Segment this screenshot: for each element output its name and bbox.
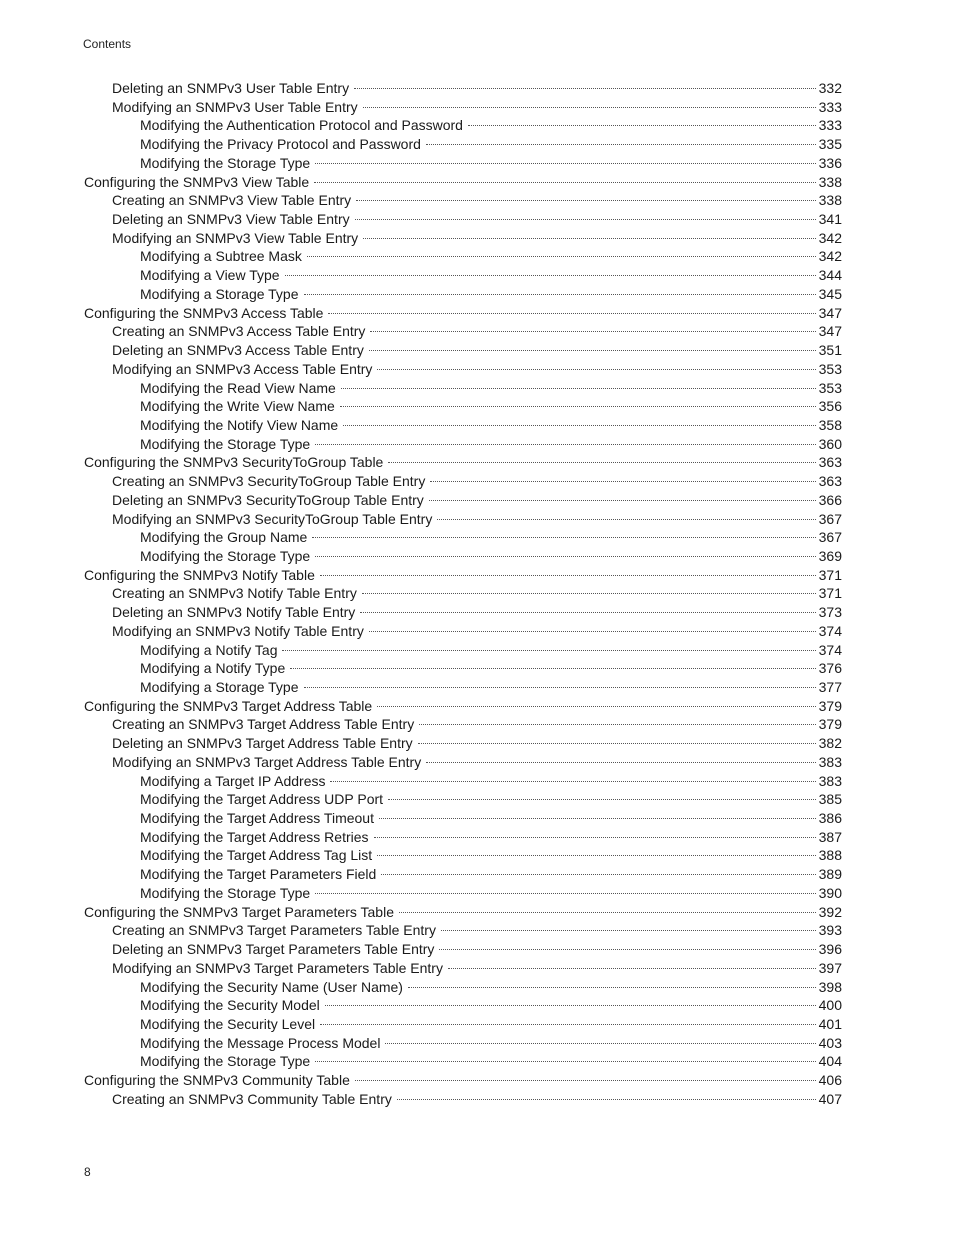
dot-leader xyxy=(355,1080,816,1081)
toc-entry-page: 336 xyxy=(818,154,842,171)
toc-entry-title: Deleting an SNMPv3 Notify Table Entry xyxy=(112,604,356,621)
toc-entry-title: Creating an SNMPv3 View Table Entry xyxy=(112,192,352,209)
toc-entry-page: 389 xyxy=(818,866,842,883)
toc-entry-page: 358 xyxy=(818,416,842,433)
toc-entry[interactable] xyxy=(84,341,842,360)
toc-entry[interactable] xyxy=(84,884,842,903)
dot-leader xyxy=(312,537,815,538)
toc-entry-page: 390 xyxy=(818,884,842,901)
dot-leader xyxy=(363,238,815,239)
toc-entry-page: 342 xyxy=(818,248,842,265)
toc-entry-title: Creating an SNMPv3 SecurityToGroup Table Entry xyxy=(112,473,426,490)
toc-entry-title: Modifying the Privacy Protocol and Password xyxy=(140,136,421,153)
toc-entry-page: 407 xyxy=(818,1090,842,1107)
dot-leader xyxy=(362,593,816,594)
toc-entry-title: Modifying the Target Address Tag List xyxy=(140,847,373,864)
toc-entry-page: 376 xyxy=(818,660,842,677)
toc-entry-title: Modifying the Security Level xyxy=(140,1015,316,1032)
toc-entry[interactable] xyxy=(84,247,842,266)
dot-leader xyxy=(377,706,815,707)
toc-entry[interactable] xyxy=(84,584,842,603)
toc-entry[interactable] xyxy=(84,397,842,416)
toc-entry-title: Configuring the SNMPv3 Access Table xyxy=(84,304,324,321)
toc-entry[interactable] xyxy=(84,472,842,491)
dot-leader xyxy=(304,294,816,295)
toc-entry[interactable] xyxy=(84,865,842,884)
toc-entry-page: 383 xyxy=(818,772,842,789)
toc-entry-page: 401 xyxy=(818,1015,842,1032)
toc-entry[interactable] xyxy=(84,528,842,547)
toc-entry-title: Modifying the Target Address Retries xyxy=(140,828,369,845)
dot-leader xyxy=(429,500,816,501)
toc-entry[interactable] xyxy=(84,734,842,753)
toc-entry-page: 385 xyxy=(818,791,842,808)
toc-entry-title: Configuring the SNMPv3 View Table xyxy=(84,173,310,190)
toc-entry-title: Configuring the SNMPv3 Notify Table xyxy=(84,566,315,583)
toc-entry-title: Configuring the SNMPv3 Target Address Table xyxy=(84,697,373,714)
toc-entry-title: Modifying the Read View Name xyxy=(140,379,336,396)
dot-leader xyxy=(360,612,815,613)
toc-entry-page: 347 xyxy=(818,323,842,340)
toc-entry-page: 387 xyxy=(818,828,842,845)
toc-entry-page: 386 xyxy=(818,810,842,827)
dot-leader xyxy=(419,724,815,725)
toc-entry-title: Modifying an SNMPv3 User Table Entry xyxy=(112,98,358,115)
toc-entry-page: 379 xyxy=(818,716,842,733)
toc-entry-page: 377 xyxy=(818,679,842,695)
toc-entry[interactable] xyxy=(84,360,842,379)
dot-leader xyxy=(315,893,815,894)
toc-entry[interactable] xyxy=(84,622,842,641)
toc-entry[interactable] xyxy=(84,135,842,154)
toc-entry-title: Deleting an SNMPv3 Target Parameters Table Entry xyxy=(112,941,435,958)
toc-entry-page: 353 xyxy=(818,379,842,396)
table-of-contents xyxy=(84,79,842,1109)
dot-leader xyxy=(437,519,815,520)
toc-entry-page: 333 xyxy=(818,117,842,134)
toc-entry-page: 344 xyxy=(818,267,842,284)
dot-leader xyxy=(315,444,815,445)
toc-entry-title: Configuring the SNMPv3 Community Table xyxy=(84,1072,350,1089)
toc-entry[interactable] xyxy=(84,453,842,472)
dot-leader xyxy=(418,743,816,744)
toc-entry-title: Modifying the Storage Type xyxy=(140,884,311,901)
toc-entry-page: 383 xyxy=(818,753,842,770)
dot-leader xyxy=(282,650,815,651)
toc-entry[interactable] xyxy=(84,1071,842,1090)
dot-leader xyxy=(374,837,816,838)
dot-leader xyxy=(408,987,816,988)
toc-entry-title: Creating an SNMPv3 Target Address Table Entry xyxy=(112,716,415,733)
toc-entry[interactable] xyxy=(84,304,842,323)
toc-entry-title: Deleting an SNMPv3 Access Table Entry xyxy=(112,342,364,359)
toc-entry[interactable] xyxy=(84,173,842,192)
toc-entry[interactable] xyxy=(84,191,842,210)
toc-entry-page: 367 xyxy=(818,510,842,527)
toc-entry[interactable] xyxy=(84,98,842,117)
toc-entry-title: Configuring the SNMPv3 Target Parameters Table xyxy=(84,903,394,920)
toc-entry[interactable] xyxy=(84,547,842,566)
dot-leader xyxy=(285,275,816,276)
toc-entry-title: Modifying the Write View Name xyxy=(140,398,335,415)
dot-leader xyxy=(381,874,815,875)
toc-entry[interactable] xyxy=(84,641,842,660)
toc-entry[interactable] xyxy=(84,603,842,622)
toc-entry[interactable] xyxy=(84,285,842,304)
toc-entry-title: Configuring the SNMPv3 SecurityToGroup Table xyxy=(84,454,384,471)
toc-entry-title: Modifying a Notify Type xyxy=(140,660,286,677)
toc-entry-title: Modifying an SNMPv3 Target Address Table Entry xyxy=(112,753,422,770)
toc-entry[interactable] xyxy=(84,959,842,978)
toc-entry-page: 363 xyxy=(818,473,842,490)
toc-entry-page: 371 xyxy=(818,566,842,583)
dot-leader xyxy=(379,818,816,819)
toc-entry-title: Modifying the Storage Type xyxy=(140,435,311,452)
toc-entry-title: Modifying the Security Model xyxy=(140,997,320,1014)
toc-entry-title: Modifying the Authentication Protocol and Password xyxy=(140,117,463,134)
dot-leader xyxy=(441,930,816,931)
toc-entry-title: Modifying the Notify View Name xyxy=(140,416,339,433)
dot-leader xyxy=(290,668,815,669)
toc-entry[interactable] xyxy=(84,416,842,435)
toc-entry-page: 369 xyxy=(818,547,842,564)
toc-entry[interactable] xyxy=(84,978,842,997)
dot-leader xyxy=(430,481,815,482)
toc-entry[interactable] xyxy=(84,210,842,229)
toc-entry-page: 347 xyxy=(818,304,842,321)
toc-entry[interactable] xyxy=(84,828,842,847)
toc-entry-page: 388 xyxy=(818,847,842,864)
toc-entry-page: 374 xyxy=(818,641,842,658)
dot-leader xyxy=(315,1061,815,1062)
toc-entry-page: 333 xyxy=(818,98,842,115)
toc-entry-page: 400 xyxy=(818,997,842,1014)
dot-leader xyxy=(314,182,815,183)
toc-entry-title: Creating an SNMPv3 Target Parameters Table Entry xyxy=(112,922,436,939)
toc-entry-title: Creating an SNMPv3 Community Table Entry xyxy=(112,1090,392,1107)
dot-leader xyxy=(355,219,816,220)
toc-entry-page: 397 xyxy=(818,959,842,976)
toc-entry-page: 332 xyxy=(818,80,842,96)
toc-entry[interactable] xyxy=(84,229,842,248)
toc-entry-page: 363 xyxy=(818,454,842,471)
toc-entry-page: 356 xyxy=(818,398,842,415)
toc-entry[interactable] xyxy=(84,1090,842,1109)
toc-entry-page: 360 xyxy=(818,435,842,452)
toc-entry[interactable] xyxy=(84,790,842,809)
toc-entry-page: 342 xyxy=(818,229,842,246)
toc-entry-title: Deleting an SNMPv3 View Table Entry xyxy=(112,211,350,228)
dot-leader xyxy=(340,406,816,407)
dot-leader xyxy=(468,125,816,126)
toc-entry[interactable] xyxy=(84,996,842,1015)
toc-entry[interactable] xyxy=(84,753,842,772)
toc-entry-page: 351 xyxy=(818,342,842,359)
dot-leader xyxy=(399,912,816,913)
dot-leader xyxy=(377,855,815,856)
toc-entry[interactable] xyxy=(84,678,842,697)
dot-leader xyxy=(388,462,815,463)
toc-entry-page: 366 xyxy=(818,491,842,508)
toc-entry-title: Modifying a Storage Type xyxy=(140,285,299,302)
dot-leader xyxy=(354,88,816,89)
toc-entry-page: 393 xyxy=(818,922,842,939)
toc-entry-title: Modifying a Notify Tag xyxy=(140,641,278,658)
dot-leader xyxy=(426,144,816,145)
toc-entry-title: Modifying the Target Address UDP Port xyxy=(140,791,384,808)
toc-entry[interactable] xyxy=(84,1034,842,1053)
toc-entry[interactable] xyxy=(84,491,842,510)
toc-entry-title: Modifying an SNMPv3 View Table Entry xyxy=(112,229,359,246)
toc-entry-title: Modifying an SNMPv3 Target Parameters Table Entry xyxy=(112,959,443,976)
dot-leader xyxy=(369,631,816,632)
toc-entry[interactable] xyxy=(84,154,842,173)
toc-entry-title: Modifying the Target Parameters Field xyxy=(140,866,377,883)
toc-entry-title: Modifying a View Type xyxy=(140,267,280,284)
toc-entry-page: 398 xyxy=(818,978,842,995)
dot-leader xyxy=(369,350,816,351)
toc-entry-title: Modifying the Storage Type xyxy=(140,1053,311,1070)
toc-entry[interactable] xyxy=(84,903,842,922)
toc-entry-title: Modifying a Storage Type xyxy=(140,679,299,695)
toc-entry-title: Deleting an SNMPv3 User Table Entry xyxy=(112,80,350,96)
page-number: 8 xyxy=(84,1165,91,1179)
toc-entry[interactable] xyxy=(84,266,842,285)
dot-leader xyxy=(304,687,816,688)
toc-entry-page: 379 xyxy=(818,697,842,714)
toc-entry-title: Modifying the Target Address Timeout xyxy=(140,810,374,827)
toc-entry-page: 338 xyxy=(818,173,842,190)
dot-leader xyxy=(315,556,815,557)
dot-leader xyxy=(315,163,815,164)
dot-leader xyxy=(397,1099,816,1100)
toc-entry[interactable] xyxy=(84,1015,842,1034)
toc-entry[interactable] xyxy=(84,659,842,678)
toc-entry-page: 392 xyxy=(818,903,842,920)
toc-entry-page: 371 xyxy=(818,585,842,602)
toc-entry-page: 353 xyxy=(818,360,842,377)
dot-leader xyxy=(426,762,815,763)
toc-entry-page: 335 xyxy=(818,136,842,153)
toc-entry-title: Deleting an SNMPv3 SecurityToGroup Table Entry xyxy=(112,491,424,508)
toc-entry-title: Creating an SNMPv3 Access Table Entry xyxy=(112,323,366,340)
toc-entry-title: Modifying a Subtree Mask xyxy=(140,248,302,265)
dot-leader xyxy=(356,200,815,201)
dot-leader xyxy=(307,256,816,257)
toc-entry[interactable] xyxy=(84,809,842,828)
toc-entry[interactable] xyxy=(84,921,842,940)
toc-entry-title: Modifying an SNMPv3 Access Table Entry xyxy=(112,360,373,377)
toc-entry-page: 396 xyxy=(818,941,842,958)
toc-entry[interactable] xyxy=(84,715,842,734)
toc-entry[interactable] xyxy=(84,1052,842,1071)
dot-leader xyxy=(330,781,815,782)
toc-entry-title: Modifying the Message Process Model xyxy=(140,1034,381,1051)
dot-leader xyxy=(325,1005,816,1006)
toc-entry-page: 406 xyxy=(818,1072,842,1089)
toc-entry-title: Modifying an SNMPv3 SecurityToGroup Table Entry xyxy=(112,510,433,527)
toc-entry[interactable] xyxy=(84,79,842,98)
dot-leader xyxy=(439,949,815,950)
dot-leader xyxy=(343,425,815,426)
dot-leader xyxy=(388,799,816,800)
dot-leader xyxy=(341,388,816,389)
toc-entry-page: 374 xyxy=(818,622,842,639)
toc-entry-page: 382 xyxy=(818,735,842,752)
toc-entry-page: 403 xyxy=(818,1034,842,1051)
dot-leader xyxy=(363,107,816,108)
toc-entry[interactable] xyxy=(84,697,842,716)
toc-entry-title: Modifying the Storage Type xyxy=(140,154,311,171)
toc-entry-title: Modifying an SNMPv3 Notify Table Entry xyxy=(112,622,364,639)
toc-entry-title: Modifying the Storage Type xyxy=(140,547,311,564)
toc-entry[interactable] xyxy=(84,772,842,791)
toc-entry[interactable] xyxy=(84,435,842,454)
toc-entry[interactable] xyxy=(84,846,842,865)
toc-entry-title: Modifying the Group Name xyxy=(140,529,308,546)
toc-entry[interactable] xyxy=(84,379,842,398)
dot-leader xyxy=(377,369,815,370)
toc-entry-page: 367 xyxy=(818,529,842,546)
dot-leader xyxy=(328,313,815,314)
toc-entry-page: 341 xyxy=(818,211,842,228)
toc-entry-page: 373 xyxy=(818,604,842,621)
running-header: Contents xyxy=(83,37,132,51)
toc-entry-title: Modifying a Target IP Address xyxy=(140,772,326,789)
dot-leader xyxy=(385,1043,815,1044)
dot-leader xyxy=(320,575,816,576)
toc-entry[interactable] xyxy=(84,322,842,341)
dot-leader xyxy=(370,331,815,332)
toc-entry[interactable] xyxy=(84,116,842,135)
toc-entry-page: 345 xyxy=(818,285,842,302)
toc-entry[interactable] xyxy=(84,566,842,585)
dot-leader xyxy=(320,1024,816,1025)
toc-entry-title: Deleting an SNMPv3 Target Address Table Entry xyxy=(112,735,413,752)
toc-entry[interactable] xyxy=(84,510,842,529)
dot-leader xyxy=(448,968,816,969)
toc-entry[interactable] xyxy=(84,940,842,959)
toc-entry-page: 404 xyxy=(818,1053,842,1070)
toc-entry-page: 338 xyxy=(818,192,842,209)
toc-entry-title: Modifying the Security Name (User Name) xyxy=(140,978,403,995)
toc-entry-title: Creating an SNMPv3 Notify Table Entry xyxy=(112,585,357,602)
